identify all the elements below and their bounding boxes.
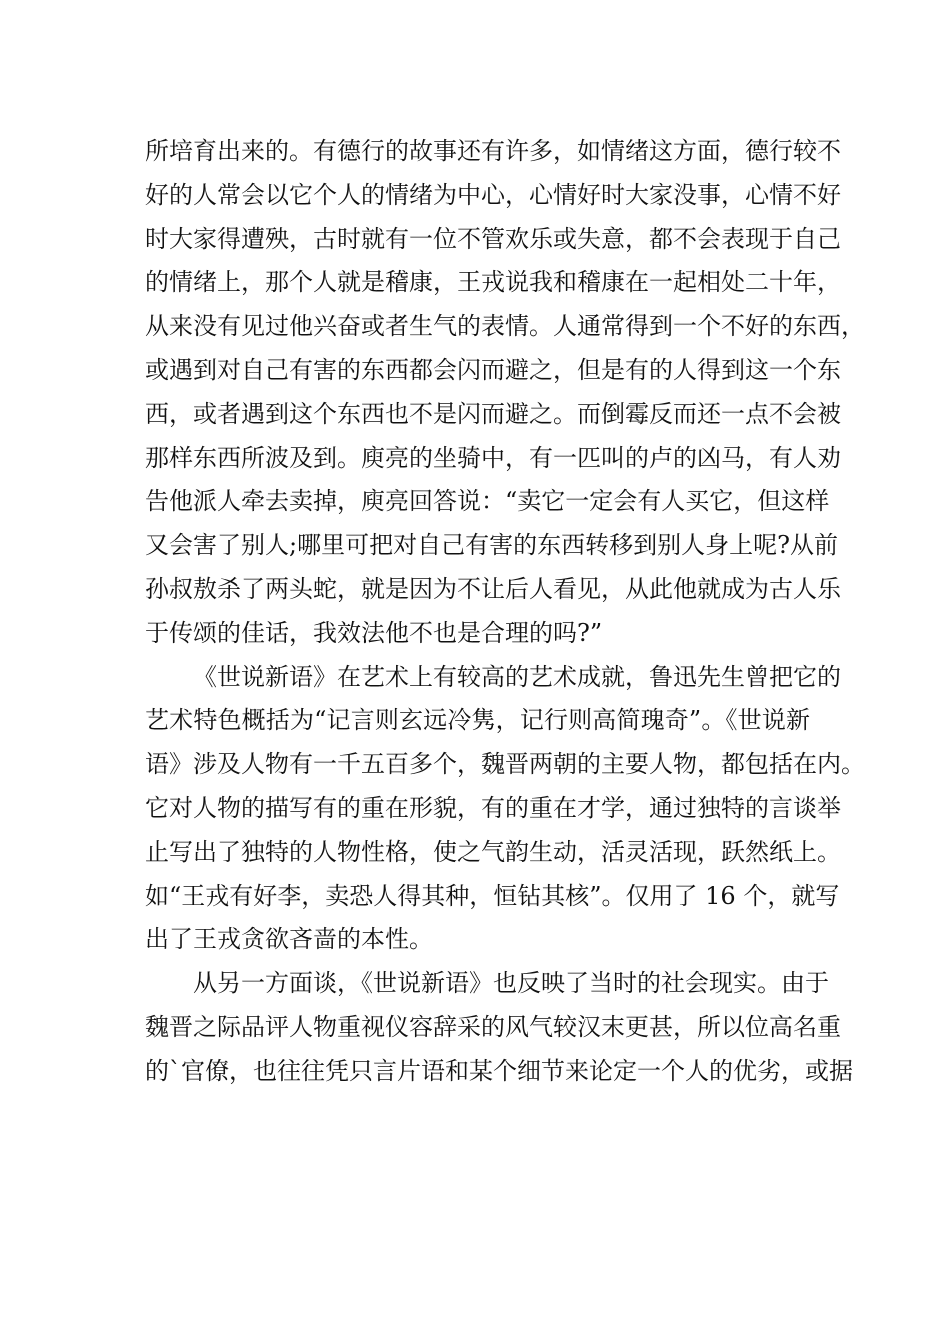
paragraph-line: 那样东西所波及到。庾亮的坐骑中，有一匹叫的卢的凶马，有人劝 <box>145 443 841 472</box>
paragraph-line: 于传颂的佳话，我效法他不也是合理的吗?” <box>145 618 603 647</box>
paragraph-line: 语》涉及人物有一千五百多个，魏晋两朝的主要人物，都包括在内。 <box>145 750 865 779</box>
paragraph-line: 时大家得遭殃，古时就有一位不管欢乐或失意，都不会表现于自己 <box>145 224 841 253</box>
paragraph-line: 的情绪上，那个人就是稽康，王戎说我和稽康在一起相处二十年， <box>145 268 841 297</box>
paragraph-line: 如“王戎有好李，卖恐人得其种，恒钻其核”。仅用了 16 个，就写 <box>145 881 840 910</box>
paragraph-line: 艺术特色概括为“记言则玄远冷隽，记行则高简瑰奇”。《世说新 <box>145 706 810 735</box>
paragraph-line: 好的人常会以它个人的情绪为中心，心情好时大家没事，心情不好 <box>145 180 841 209</box>
paragraph-2 <box>145 656 865 963</box>
paragraph-line: 所培育出来的。有德行的故事还有许多，如情绪这方面，德行较不 <box>145 137 841 165</box>
paragraph-line: 《世说新语》在艺术上有较高的艺术成就，鲁迅先生曾把它的 <box>193 662 841 691</box>
paragraph-line: 西，或者遇到这个东西也不是闪而避之。而倒霉反而还一点不会被 <box>145 399 841 428</box>
paragraph-line: 出了王戎贪欲吝啬的本性。 <box>145 925 433 954</box>
paragraph-line: 它对人物的描写有的重在形貌，有的重在才学，通过独特的言谈举 <box>145 793 841 822</box>
paragraph-3 <box>145 962 853 1093</box>
paragraph-line: 止写出了独特的人物性格，使之气韵生动，活灵活现，跃然纸上。 <box>145 837 841 866</box>
paragraph-1 <box>145 130 865 656</box>
document-body <box>145 130 865 1094</box>
paragraph-line: 又会害了别人;哪里可把对自己有害的东西转移到别人身上呢?从前 <box>145 531 838 560</box>
paragraph-line: 或遇到对自己有害的东西都会闪而避之，但是有的人得到这一个东 <box>145 355 841 384</box>
paragraph-line: 告他派人牵去卖掉，庾亮回答说：“卖它一定会有人买它，但这样 <box>145 487 830 516</box>
paragraph-line: 的`官僚，也往往凭只言片语和某个细节来论定一个人的优劣，或据 <box>145 1056 853 1085</box>
paragraph-line: 魏晋之际品评人物重视仪容辞采的风气较汉末更甚，所以位高名重 <box>145 1012 841 1041</box>
paragraph-line: 从另一方面谈，《世说新语》也反映了当时的社会现实。由于 <box>193 969 829 998</box>
paragraph-line: 从来没有见过他兴奋或者生气的表情。人通常得到一个不好的东西， <box>145 312 865 341</box>
paragraph-line: 孙叔敖杀了两头蛇，就是因为不让后人看见，从此他就成为古人乐 <box>145 574 841 603</box>
